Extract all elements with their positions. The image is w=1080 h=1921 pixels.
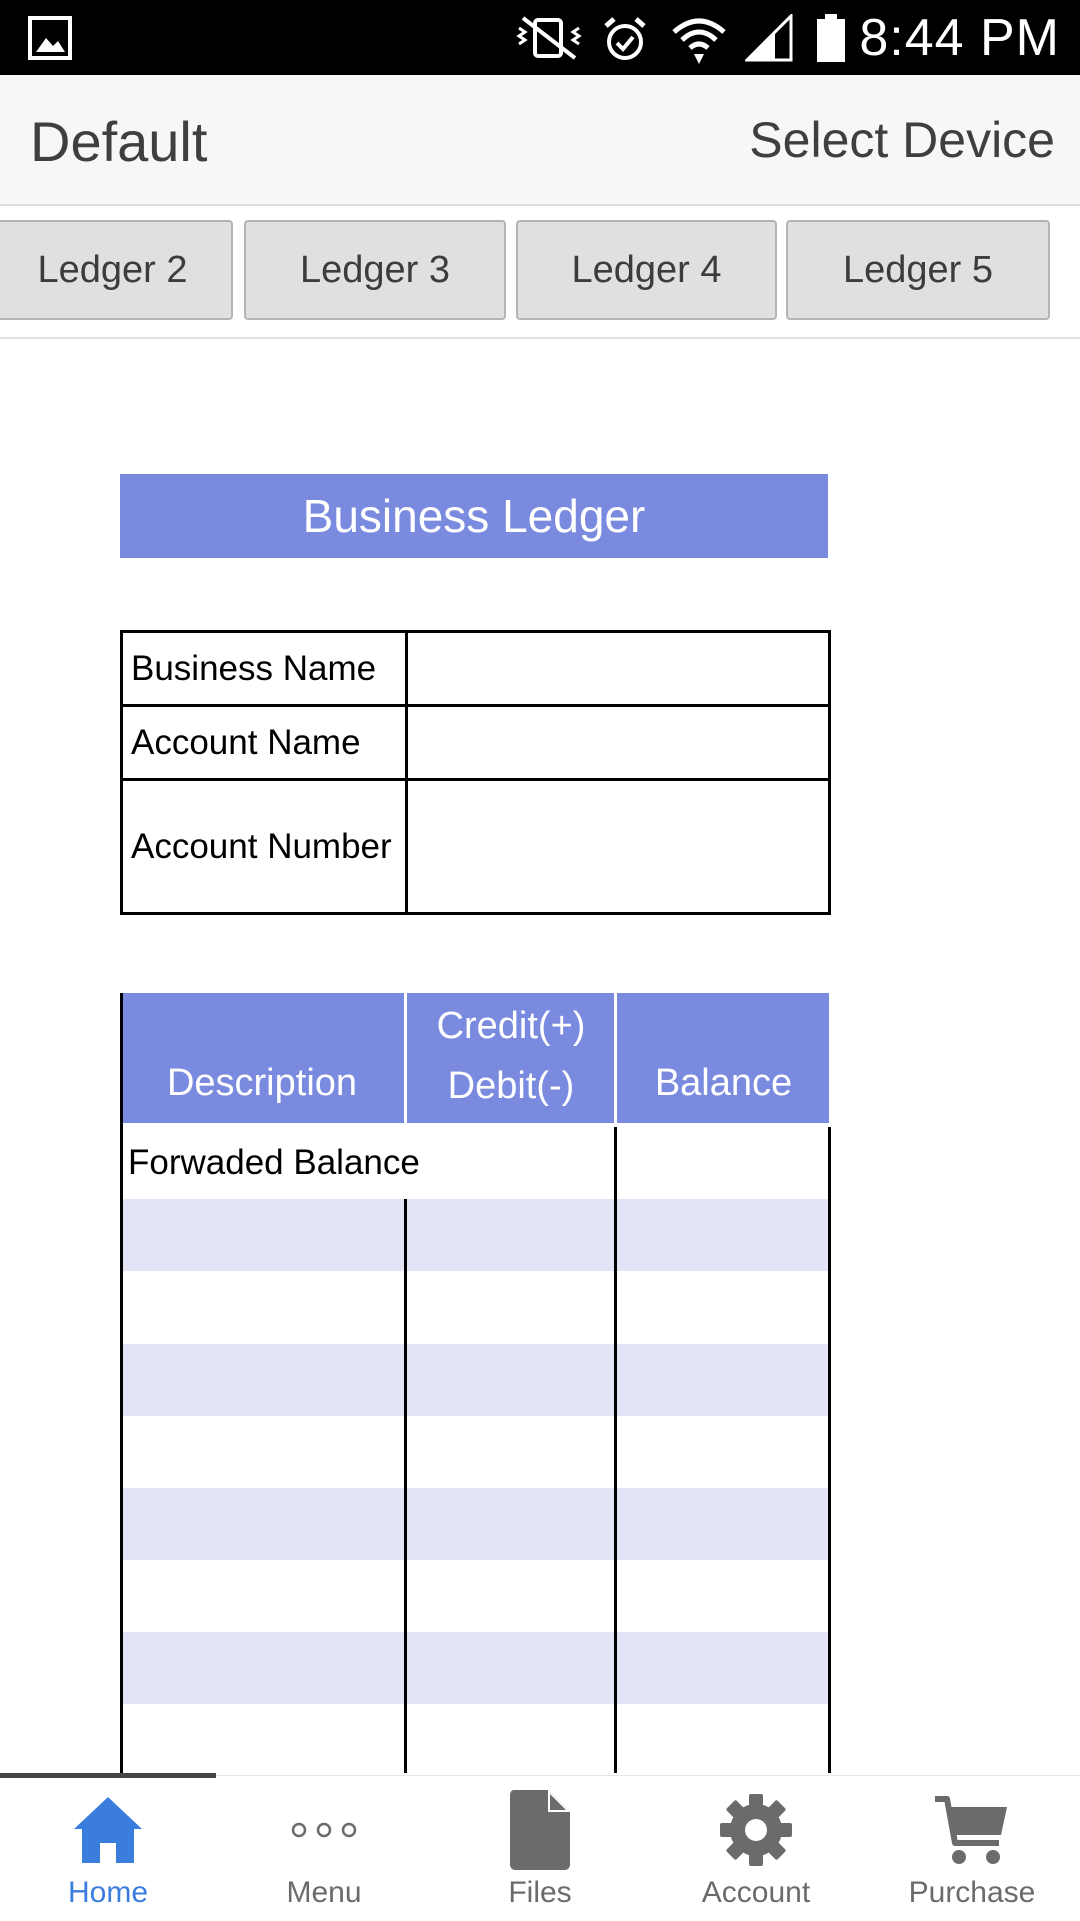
tab-ledger-2[interactable]: Ledger 2 (0, 220, 233, 320)
account-name-label: Account Name (122, 706, 407, 780)
business-name-field[interactable] (407, 632, 830, 706)
table-row (122, 706, 830, 780)
app-header (0, 75, 1080, 206)
status-clock: 8:44 PM (859, 9, 1060, 67)
forwarded-balance-label: Forwaded Balance (128, 1143, 420, 1182)
account-name-field[interactable] (407, 706, 830, 780)
table-row[interactable] (120, 1560, 831, 1632)
forwarded-balance-row[interactable] (120, 1127, 831, 1199)
tab-ledger-5[interactable]: Ledger 5 (786, 220, 1050, 320)
page-title: Default (30, 110, 208, 173)
table-row[interactable] (120, 1199, 831, 1271)
ledger-entries-table (120, 993, 831, 1773)
nav-purchase[interactable] (864, 1776, 1080, 1921)
nav-menu[interactable] (216, 1776, 432, 1921)
file-icon (508, 1790, 572, 1870)
column-balance-label: Balance (654, 1062, 793, 1104)
wifi-icon (670, 14, 728, 66)
table-row[interactable] (120, 1344, 831, 1416)
table-border-left (120, 993, 123, 1773)
vibrate-mute-icon (513, 14, 585, 62)
column-balance (618, 993, 829, 1123)
battery-icon (815, 14, 847, 64)
table-row[interactable] (120, 1704, 831, 1776)
column-debit-label: Debit(-) (447, 1065, 575, 1107)
column-description (120, 993, 404, 1123)
nav-files-label: Files (508, 1876, 572, 1909)
signal-icon (745, 14, 795, 64)
table-row[interactable] (120, 1632, 831, 1704)
table-border-right (828, 1127, 831, 1773)
tab-ledger-3[interactable]: Ledger 3 (244, 220, 506, 320)
select-device-button[interactable]: Select Device (749, 112, 1055, 168)
column-credit-debit (408, 993, 614, 1123)
header-divider (614, 993, 617, 1123)
nav-purchase-label: Purchase (908, 1876, 1036, 1909)
account-number-field[interactable] (407, 780, 830, 914)
table-header (120, 993, 829, 1123)
nav-account-label: Account (701, 1876, 811, 1909)
account-number-label: Account Number (122, 780, 407, 914)
gallery-icon (28, 16, 72, 60)
column-description-label: Description (166, 1062, 358, 1104)
tab-ledger-4[interactable]: Ledger 4 (516, 220, 777, 320)
cart-icon (933, 1790, 1011, 1870)
nav-files[interactable] (432, 1776, 648, 1921)
nav-home[interactable] (0, 1776, 216, 1921)
ledger-title: Business Ledger (120, 474, 828, 558)
nav-home-label: Home (67, 1876, 149, 1909)
header-divider (404, 993, 407, 1123)
table-row (122, 780, 830, 914)
home-icon (70, 1790, 146, 1870)
table-row[interactable] (120, 1416, 831, 1488)
bottom-navigation (0, 1775, 1080, 1920)
nav-account[interactable] (648, 1776, 864, 1921)
table-row[interactable] (120, 1271, 831, 1343)
alarm-icon (600, 14, 650, 64)
account-info-table (120, 630, 831, 915)
column-divider (614, 1127, 617, 1773)
business-name-label: Business Name (122, 632, 407, 706)
column-credit-label: Credit(+) (436, 1005, 586, 1047)
table-row (122, 632, 830, 706)
gear-icon (719, 1790, 793, 1870)
nav-menu-label: Menu (286, 1876, 362, 1909)
table-row[interactable] (120, 1488, 831, 1560)
more-dots-icon (289, 1790, 359, 1870)
status-bar (0, 0, 1080, 75)
ledger-tab-strip[interactable] (0, 206, 1080, 339)
column-divider (404, 1199, 407, 1773)
